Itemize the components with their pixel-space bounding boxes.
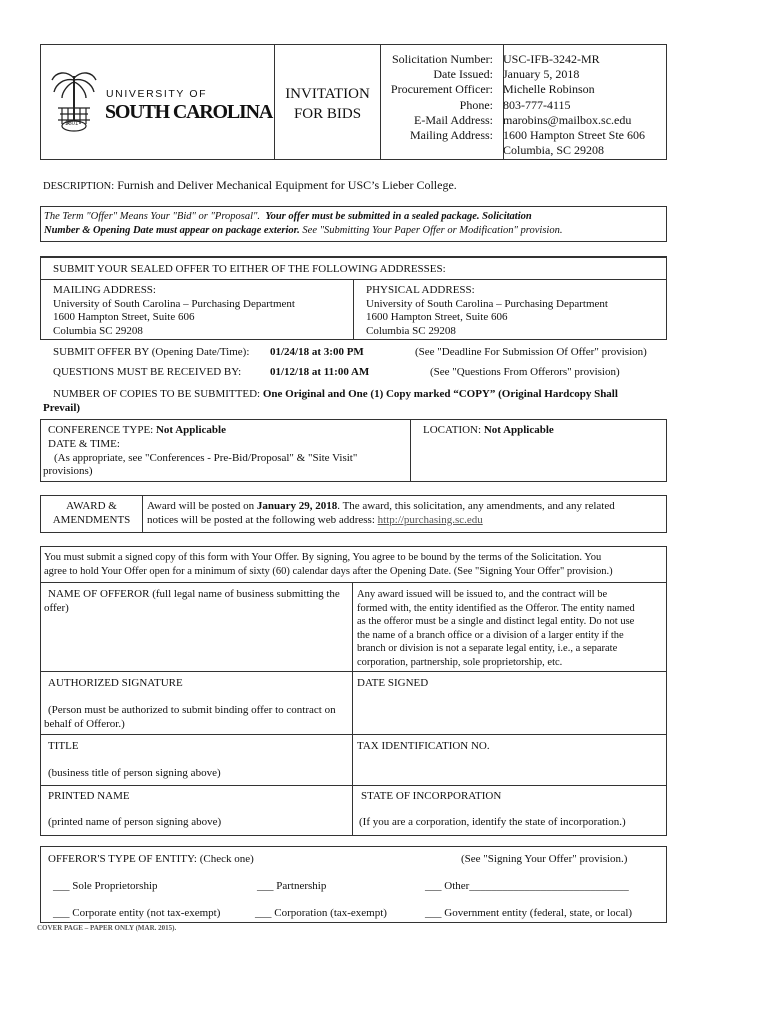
invitation-title [275,84,380,124]
description-label: DESCRIPTION: [43,181,115,192]
award-line-2: notices will be posted at the following web address: [147,514,375,526]
offeror-note-line: the name of a branch office or a division of a larger entity if the [357,629,624,641]
solicitation-info [381,52,667,158]
printed-name-label: PRINTED NAME [48,790,130,802]
info-label: E-Mail Address: [414,112,493,127]
info-value: 1600 Hampton Street Ste 606 [503,128,645,143]
title-line-1: INVITATION [285,86,370,102]
entity-other[interactable]: ___ Other_____________________________ [425,880,629,892]
title-line-2: FOR BIDS [293,106,362,122]
info-row [381,143,667,158]
entity-gov[interactable]: ___ Government entity (federal, state, or local) [425,907,633,919]
info-label [381,143,499,158]
submit-by-label: SUBMIT OFFER BY (Opening Date/Time): [53,346,250,358]
signing-rule-2 [40,671,667,672]
description [43,178,457,193]
entity-corp-nontax[interactable]: ___ Corporate entity (not tax-exempt) [53,907,221,919]
award-date: January 29, 2018 [256,500,338,512]
title-note: (business title of person signing above) [48,767,221,779]
award-text-1 [147,500,615,512]
mailing-label: MAILING ADDRESS: [53,284,156,296]
offer-sealed: Your offer must be submitted in a sealed package. Solicitation [265,211,532,222]
submission-left-rule [40,256,41,340]
mailing-address [53,284,295,338]
offeror-note-line: corporation, partnership, sole proprietorship, etc. [357,656,563,668]
award-label-2: AMENDMENTS [52,513,131,526]
conference-note-2: provisions) [43,465,93,477]
physical-label: PHYSICAL ADDRESS: [366,284,475,296]
award-pre: Award will be posted on [147,500,255,512]
entity-sole[interactable]: ___ Sole Proprietorship [53,880,158,892]
entity-label: OFFEROR'S TYPE OF ENTITY: (Check one) [48,853,254,865]
printed-name-note: (printed name of person signing above) [48,816,222,828]
offer-note-line-2 [44,225,562,236]
offeror-note [357,588,635,669]
info-label: Mailing Address: [410,128,493,143]
signing-intro-2: agree to hold Your Offer open for a minimum of sixty (60) calendar days after the Opening Date. (See "Signing Your Offer" provision.) [44,566,613,577]
info-value: Michelle Robinson [503,82,595,97]
offer-see: See "Submitting Your Paper Offer or Modification" provision. [302,225,563,236]
info-value: Columbia, SC 29208 [503,143,605,158]
submission-col-rule [353,279,354,340]
submission-bottom-rule [40,339,667,340]
submit-by-value: 01/24/18 at 3:00 PM [270,346,364,358]
submission-right-rule [666,256,667,340]
entity-partnership[interactable]: ___ Partnership [257,880,327,892]
description-text: Furnish and Deliver Mechanical Equipment for USC’s Lieber College. [117,178,457,192]
entity-note: (See "Signing Your Offer" provision.) [461,853,628,865]
questions-label: QUESTIONS MUST BE RECEIVED BY: [53,366,242,378]
copies-value: One Original and One (1) Copy marked “COPY” (Original Hardcopy Shall [262,388,618,400]
conference-note-1: (As appropriate, see "Conferences - Pre-Bid/Proposal" & "Site Visit" [54,452,358,464]
offeror-label-2: offer) [44,602,69,614]
footer-note: COVER PAGE – PAPER ONLY (MAR. 2015). [37,924,177,932]
offeror-note-line: as the offeror must be a single and distinct legal entity. Do not use [357,616,635,627]
info-value: January 5, 2018 [503,67,580,82]
signing-intro-1: You must submit a signed copy of this form with Your Offer. By signing, You agree to be bound by the terms of the Solicitation. You [44,552,602,563]
info-value: USC-IFB-3242-MR [503,52,600,66]
copies-row [53,388,618,400]
questions-value: 01/12/18 at 11:00 AM [270,366,370,378]
offer-term: The Term "Offer" Means Your "Bid" or "Proposal". [44,211,261,222]
location-label: LOCATION: [423,424,482,436]
conference-type-label: CONFERENCE TYPE: [48,424,154,436]
info-label: Procurement Officer: [390,82,493,97]
info-label: Phone: [459,97,493,112]
info-label: Date Issued: [433,67,493,82]
info-row [381,98,667,113]
info-row [381,82,667,97]
submit-by-note: (See "Deadline For Submission Of Offer" provision) [415,346,647,358]
title-label: TITLE [48,740,79,752]
auth-sig-note-2: behalf of Offeror.) [44,718,125,730]
physical-line-2: 1600 Hampton Street, Suite 606 [366,311,508,323]
award-label-1: AWARD & [66,500,117,512]
award-divider [142,495,143,533]
info-value: 803-777-4115 [503,97,571,112]
questions-note: (See "Questions From Offerors" provision) [430,366,620,378]
offeror-note-line: branch or division is not a separate legal entity, i.e., a separate [357,643,618,654]
mailing-line-3: Columbia SC 29208 [53,324,143,337]
copies-label: NUMBER OF COPIES TO BE SUBMITTED: [53,388,261,400]
award-post: . The award, this solicitation, any amendments, and any related [337,500,615,512]
conference-divider [410,419,411,482]
info-row [381,113,667,128]
date-signed-label: DATE SIGNED [357,677,429,689]
signing-rule-1 [40,582,667,583]
info-row [381,52,667,67]
mailing-line-2: 1600 Hampton Street, Suite 606 [53,311,195,323]
info-label: Solicitation Number: [392,52,493,66]
state-note: (If you are a corporation, identify the state of incorporation.) [359,816,626,828]
seal-text: 1801 [65,121,79,127]
tax-id-label: TAX IDENTIFICATION NO. [357,740,490,752]
conference-type-value: Not Applicable [155,424,226,436]
submission-top-rule [40,256,667,258]
signing-rule-4 [40,785,667,786]
conference-datetime: DATE & TIME: [48,438,120,450]
entity-corp-tax[interactable]: ___ Corporation (tax-exempt) [255,907,387,919]
award-text-2 [147,514,483,526]
info-row [381,128,667,143]
copies-value-cont: Prevail) [43,402,81,414]
award-label [41,500,142,527]
usc-logo [48,68,272,134]
purchasing-link[interactable]: http://purchasing.sc.edu [377,514,483,526]
logo-line-2: SOUTH CAROLINA [105,101,273,123]
conference-location [423,424,554,436]
auth-sig-label: AUTHORIZED SIGNATURE [48,677,183,689]
info-row [381,67,667,82]
mailing-line-1: University of South Carolina – Purchasing Department [53,297,295,310]
location-value: Not Applicable [483,424,554,436]
signing-rule-3 [40,734,667,735]
offeror-note-line: formed with, the entity identified as the Offeror. The entity named [357,602,635,614]
submission-heading: SUBMIT YOUR SEALED OFFER TO EITHER OF THE FOLLOWING ADDRESSES: [53,263,446,275]
conference-type [48,424,226,436]
signing-col-rule [352,582,353,836]
offer-number-date: Number & Opening Date must appear on package exterior. [44,225,300,236]
offer-note-line-1 [44,211,532,222]
info-value: marobins@mailbox.sc.edu [503,112,632,127]
auth-sig-note-1: (Person must be authorized to submit binding offer to contract on [48,704,336,716]
offeror-label-1: NAME OF OFFEROR (full legal name of business submitting the [48,588,340,600]
logo-line-1: UNIVERSITY OF [106,88,208,100]
physical-line-1: University of South Carolina – Purchasing Department [366,297,608,310]
offeror-note-line: Any award issued will be issued to, and the contract will be [357,589,608,600]
state-label: STATE OF INCORPORATION [361,790,502,802]
physical-address [366,284,608,338]
physical-line-3: Columbia SC 29208 [366,324,456,337]
